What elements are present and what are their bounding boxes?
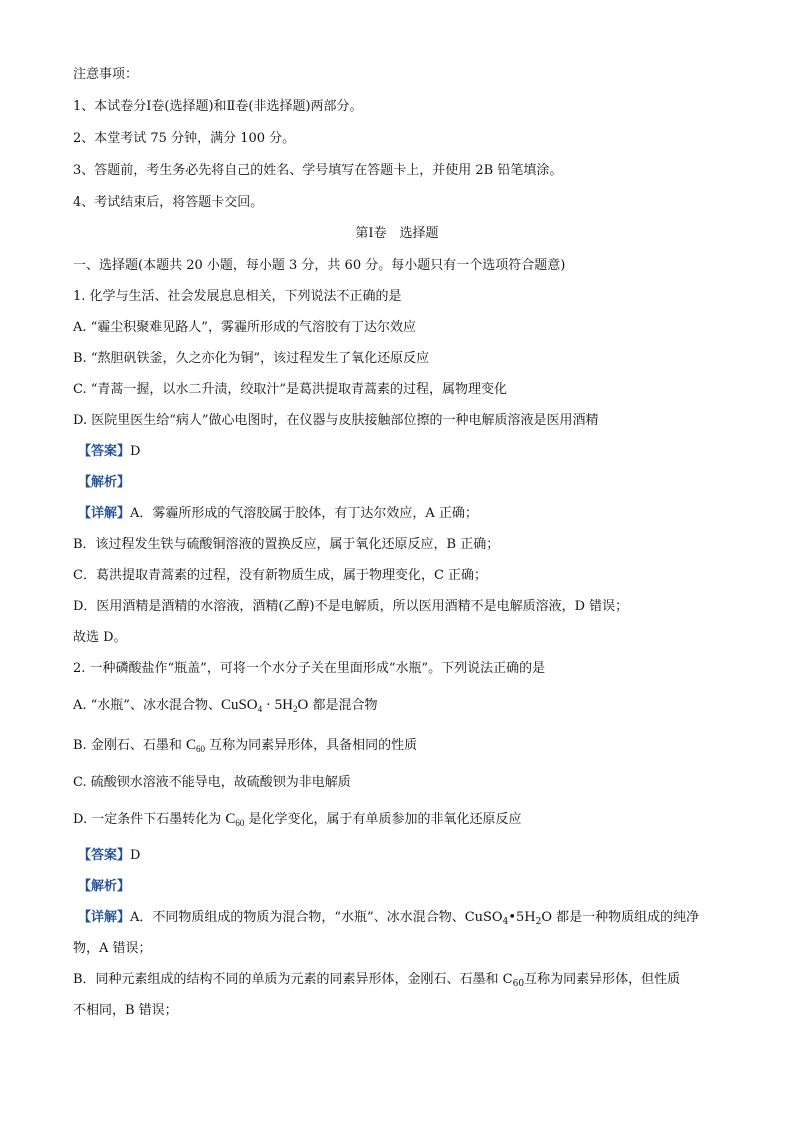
question-2-answer	[78, 847, 140, 865]
question-2-option-a	[73, 696, 377, 715]
question-2-analysis	[78, 878, 130, 896]
option-text-end: 都是混合物	[308, 698, 378, 713]
question-1-explanation-c: C．葛洪提取青蒿素的过程，没有新物质生成，属于物理变化，C 正确；	[73, 568, 488, 583]
question-1-option-c: C. “青蒿一握，以水二升渍，绞取汁”是葛洪提取青蒿素的过程，属物理变化	[73, 382, 508, 397]
note-4: 4、考试结束后，将答题卡交回。	[73, 195, 264, 210]
answer-tag: 【答案】	[78, 848, 131, 863]
question-2-explanation-b-cont: 不相同，B 错误；	[73, 1003, 178, 1018]
note-3: 3、答题前，考生务必先将自己的姓名、学号填写在答题卡上，并使用 2B 铅笔填涂。	[73, 163, 563, 178]
part-intro: 一、选择题(本题共 20 小题，每小题 3 分，共 60 分。每小题只有一个选项符合题意)	[73, 258, 566, 273]
question-1-analysis	[78, 474, 130, 492]
answer-value: D	[130, 444, 141, 459]
detail-tag: 【详解】	[78, 910, 131, 925]
analysis-tag: 【解析】	[78, 475, 131, 490]
section-title: 第Ⅰ卷 选择题	[355, 226, 439, 241]
question-1-option-b: B. “熬胆矾铁釜，久之亦化为铜”，该过程发生了氧化还原反应	[73, 351, 430, 366]
question-2-stem: 2. 一种磷酸盐作“瓶盖”，可将一个水分子关在里面形成“水瓶”。下列说法正确的是	[73, 661, 546, 676]
question-1-option-a: A. “霾尘积聚难见路人”，雾霾所形成的气溶胶有丁达尔效应	[73, 320, 416, 335]
question-1-option-d: D. 医院里医生给“病人”做心电图时，在仪器与皮肤接触部位擦的一种电解质溶液是医用酒精	[73, 413, 599, 428]
question-2-explanation-b: B．同种元素组成的结构不同的单质为元素的同素异形体，金刚石、石墨和 $C_{60}$互称为同素异形体，但性质	[73, 972, 681, 989]
question-1-conclusion: 故选 D。	[73, 630, 127, 645]
option-text: A. “水瓶”、冰水混合物、	[73, 698, 221, 713]
answer-tag: 【答案】	[78, 444, 131, 459]
question-2-option-c: C. 硫酸钡水溶液不能导电，故硫酸钡为非电解质	[73, 775, 351, 790]
question-1-answer	[78, 443, 140, 461]
explanation-text: A．雾霾所形成的气溶胶属于胶体，有丁达尔效应，A 正确；	[130, 506, 478, 521]
analysis-tag: 【解析】	[78, 879, 131, 894]
note-1: 1、本试卷分Ⅰ卷(选择题)和Ⅱ卷(非选择题)两部分。	[73, 99, 363, 114]
c60-formula: $C_{60}$	[185, 737, 205, 754]
question-1-explanation-b: B．该过程发生铁与硫酸铜溶液的置换反应，属于氧化还原反应，B 正确；	[73, 537, 500, 552]
cuso4-formula: CuSO$_4$ · $5H_2O$	[220, 697, 309, 714]
notes-heading: 注意事项：	[73, 67, 139, 82]
c60-formula: $C_{60}$	[225, 811, 245, 828]
answer-value: D	[130, 848, 141, 863]
question-2-explanation-a-cont: 物，A 错误；	[73, 941, 152, 956]
question-1-stem: 1. 化学与生活、社会发展息息相关，下列说法不正确的是	[73, 289, 402, 304]
question-2-option-d: D. 一定条件下石墨转化为 $C_{60}$ 是化学变化，属于有单质参加的非氧化还原反应	[73, 811, 522, 828]
note-2: 2、本堂考试 75 分钟，满分 100 分。	[73, 131, 296, 146]
question-1-explanation-d: D．医用酒精是酒精的水溶液，酒精(乙醇)不是电解质，所以医用酒精不是电解质溶液，D 错误；	[73, 599, 629, 614]
detail-tag: 【详解】	[78, 506, 131, 521]
question-1-explanation-a	[78, 505, 478, 523]
question-2-option-b: B. 金刚石、石墨和 $C_{60}$ 互称为同素异形体，具备相同的性质	[73, 737, 418, 754]
question-2-explanation-a: 【详解】A．不同物质组成的物质为混合物，“水瓶”、冰水混合物、$CuSO_4•5H_2O$ 都是一种物质组成的纯净	[78, 910, 700, 927]
